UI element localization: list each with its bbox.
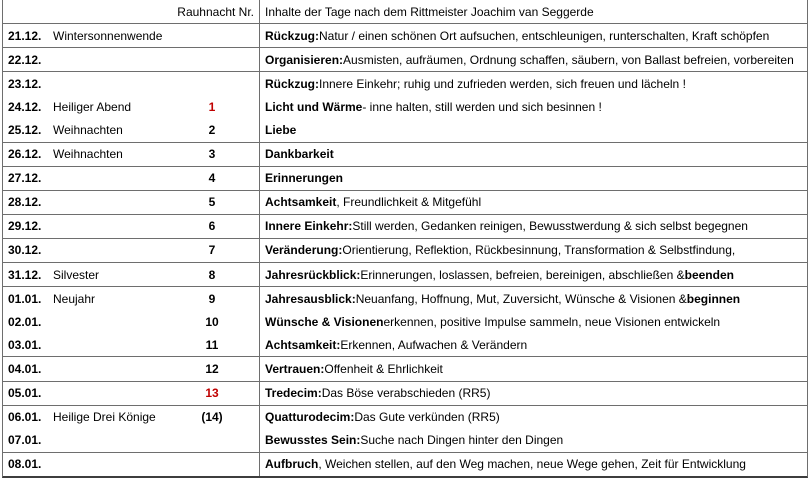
table-row: [3, 333, 807, 357]
content-cell[interactable]: Licht und Wärme - inne halten, still werden und sich besinnen !: [259, 95, 807, 118]
rauhnacht-number-cell[interactable]: 10: [205, 314, 219, 329]
day-name-cell[interactable]: Weihnachten: [53, 123, 123, 138]
table-row: [3, 263, 807, 287]
rauhnacht-number-cell[interactable]: 6: [208, 219, 216, 234]
date-cell[interactable]: 03.01.: [8, 337, 42, 352]
rauhnacht-number-cell[interactable]: 9: [208, 291, 216, 306]
content-cell[interactable]: Wünsche & Visionen erkennen, positive Impulse sammeln, neue Visionen entwickeln: [259, 310, 807, 333]
date-cell[interactable]: 05.01.: [8, 386, 42, 401]
rauhnacht-number-cell[interactable]: [165, 453, 259, 476]
date-cell[interactable]: 06.01.: [8, 410, 42, 425]
date-cell[interactable]: 21.12.: [8, 28, 42, 43]
rauhnacht-number-cell[interactable]: [165, 429, 259, 452]
rauhnacht-number-cell[interactable]: 13: [205, 386, 219, 401]
date-cell[interactable]: 26.12.: [8, 147, 42, 162]
day-name-cell[interactable]: [53, 453, 165, 476]
content-cell[interactable]: Rückzug: Natur / einen schönen Ort aufsuchen, entschleunigen, runterschalten, Kraft schöpfen: [259, 24, 807, 47]
day-name-cell[interactable]: [53, 333, 165, 356]
table-row: [3, 287, 807, 310]
table-row: [3, 429, 807, 453]
date-cell[interactable]: 22.12.: [8, 52, 42, 67]
day-name-cell[interactable]: [53, 191, 165, 214]
day-name-cell[interactable]: [53, 357, 165, 380]
table-row: [3, 72, 807, 95]
table-row: [3, 357, 807, 381]
header-content-label: Inhalte der Tage nach dem Rittmeister Joachim van Seggerde: [259, 0, 807, 23]
day-name-cell[interactable]: [53, 167, 165, 190]
day-name-cell[interactable]: [53, 72, 165, 95]
day-name-cell[interactable]: [53, 310, 165, 333]
date-cell[interactable]: 02.01.: [8, 314, 42, 329]
day-name-cell[interactable]: Wintersonnenwende: [53, 28, 163, 43]
content-cell[interactable]: Bewusstes Sein: Suche nach Dingen hinter den Dingen: [259, 429, 807, 452]
rauhnacht-number-cell[interactable]: 4: [208, 171, 216, 186]
day-name-cell[interactable]: Weihnachten: [53, 147, 123, 162]
rauhnacht-number-cell[interactable]: [165, 72, 259, 95]
date-cell[interactable]: 07.01.: [8, 433, 42, 448]
table-row: [3, 406, 807, 429]
date-cell[interactable]: 23.12.: [8, 76, 42, 91]
day-name-cell[interactable]: Heiliger Abend: [53, 99, 132, 114]
rauhnacht-number-cell[interactable]: [165, 48, 259, 71]
rauhnacht-number-cell[interactable]: 8: [208, 267, 216, 282]
day-name-cell[interactable]: [53, 215, 165, 238]
table-row: [3, 118, 807, 142]
table-row: [3, 239, 807, 263]
table-row: [3, 95, 807, 118]
date-cell[interactable]: 30.12.: [8, 243, 42, 258]
day-name-cell[interactable]: [53, 429, 165, 452]
content-cell[interactable]: Liebe: [259, 118, 807, 141]
date-cell[interactable]: 04.01.: [8, 361, 42, 376]
rauhnacht-number-cell[interactable]: 11: [205, 337, 219, 352]
content-cell[interactable]: Achtsamkeit: Erkennen, Aufwachen & Verändern: [259, 333, 807, 356]
table-row: [3, 453, 807, 476]
date-cell[interactable]: 31.12.: [8, 267, 42, 282]
day-name-cell[interactable]: Heilige Drei Könige: [53, 410, 156, 425]
table-row: [3, 382, 807, 406]
content-cell[interactable]: Veränderung: Orientierung, Reflektion, Rückbesinnung, Transformation & Selbstfindung,: [259, 239, 807, 262]
content-cell[interactable]: Organisieren: Ausmisten, aufräumen, Ordnung schaffen, säubern, von Ballast befreien, vorbereiten: [259, 48, 807, 71]
date-cell[interactable]: 08.01.: [8, 457, 42, 472]
content-cell[interactable]: Jahresausblick: Neuanfang, Hoffnung, Mut, Zuversicht, Wünsche & Visionen & beginnen: [259, 287, 807, 310]
rauhnacht-number-cell[interactable]: (14): [201, 410, 223, 425]
day-name-cell[interactable]: [53, 48, 165, 71]
content-cell[interactable]: Rückzug: Innere Einkehr; ruhig und zufrieden werden, sich freuen und lächeln !: [259, 72, 807, 95]
content-cell[interactable]: Innere Einkehr: Still werden, Gedanken reinigen, Bewusstwerdung & sich selbst begegnen: [259, 215, 807, 238]
date-cell[interactable]: 24.12.: [8, 99, 42, 114]
rauhnacht-number-cell[interactable]: 5: [208, 195, 216, 210]
content-cell[interactable]: Erinnerungen: [259, 167, 807, 190]
table-row: [3, 310, 807, 333]
content-cell[interactable]: Tredecim: Das Böse verabschieden (RR5): [259, 382, 807, 405]
date-cell[interactable]: 01.01.: [8, 291, 42, 306]
day-name-cell[interactable]: [53, 382, 165, 405]
table-row: [3, 167, 807, 191]
day-name-cell[interactable]: Silvester: [53, 267, 100, 282]
date-cell[interactable]: 27.12.: [8, 171, 42, 186]
content-cell[interactable]: Quatturodecim: Das Gute verkünden (RR5): [259, 406, 807, 429]
rauhnacht-number-cell[interactable]: 12: [205, 361, 219, 376]
date-cell[interactable]: 28.12.: [8, 195, 42, 210]
rauhnacht-number-cell[interactable]: 7: [208, 243, 216, 258]
table-row: [3, 191, 807, 215]
rauhnacht-number-cell[interactable]: 3: [208, 147, 216, 162]
content-cell[interactable]: Achtsamkeit , Freundlichkeit & Mitgefühl: [259, 191, 807, 214]
table-header-row: [3, 0, 807, 24]
table-row: [3, 48, 807, 72]
table-row: [3, 215, 807, 239]
content-cell[interactable]: Jahresrückblick: Erinnerungen, loslassen, befreien, bereinigen, abschließen & beenden: [259, 263, 807, 286]
date-cell[interactable]: 29.12.: [8, 219, 42, 234]
header-nr-label: Rauhnacht Nr.: [177, 4, 254, 19]
rauhnacht-number-cell[interactable]: 1: [208, 99, 216, 114]
rauhnacht-table: [2, 0, 808, 478]
date-cell[interactable]: 25.12.: [8, 123, 42, 138]
rauhnacht-number-cell[interactable]: [165, 24, 259, 47]
content-cell[interactable]: Vertrauen: Offenheit & Ehrlichkeit: [259, 357, 807, 380]
day-name-cell[interactable]: Neujahr: [53, 291, 96, 306]
table-row: [3, 24, 807, 48]
day-name-cell[interactable]: [53, 239, 165, 262]
content-cell[interactable]: Dankbarkeit: [259, 143, 807, 166]
rauhnacht-number-cell[interactable]: 2: [208, 123, 216, 138]
table-row: [3, 143, 807, 167]
content-cell[interactable]: Aufbruch , Weichen stellen, auf den Weg machen, neue Wege gehen, Zeit für Entwicklung: [259, 453, 807, 476]
